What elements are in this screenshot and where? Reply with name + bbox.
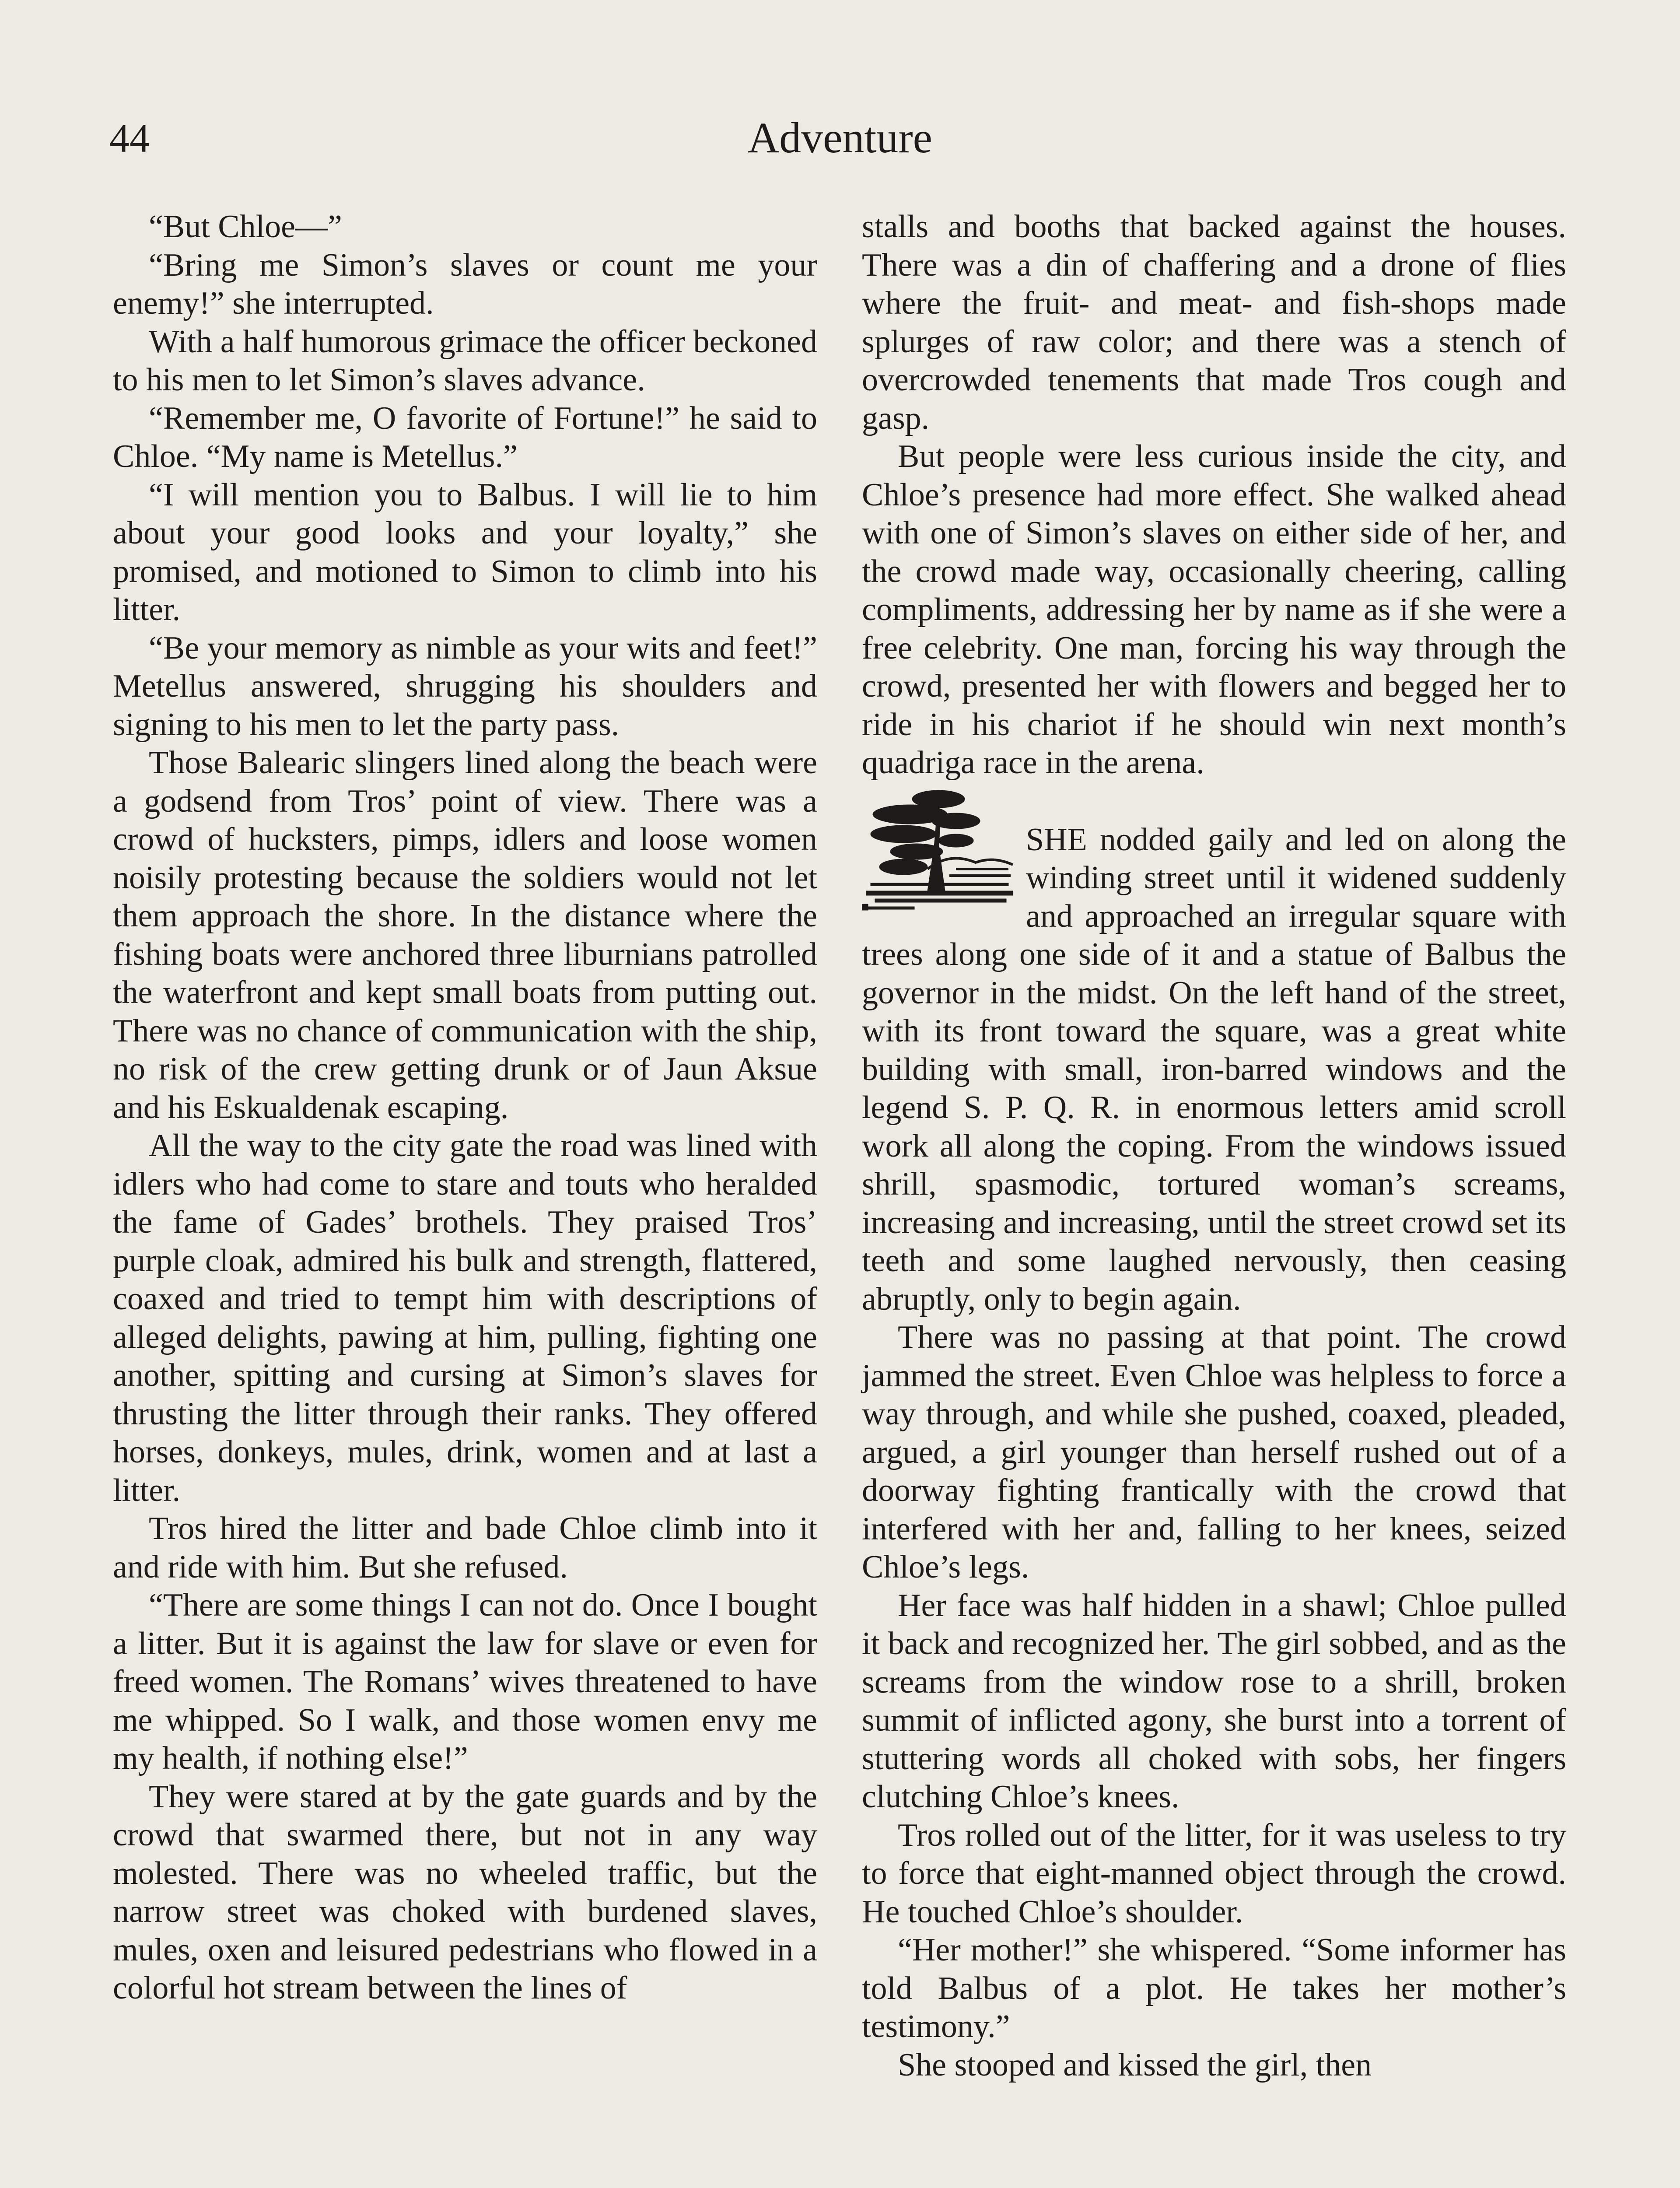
paragraph: “Remember me, O favorite of Fortune!” he said to Chloe. “My name is Metellus.” <box>113 400 817 474</box>
paragraph: stalls and booths that backed against the houses. There was a din of chaffering and a drone of flies where the fruit- and meat- and fish-shops made splurges of raw color; and there was a stench of overcrowded tenements that made Tros cough and gasp. <box>862 209 1566 436</box>
paragraph: SHE nodded gaily and led on along the winding street until it widened suddenly and approached an irregular square with trees along one side of it and a statue of Balbus the governor in the midst. On the left hand of the street, with its front toward the square, was a great white building with small, iron-barred windows and the legend S. P. Q. R. in enormous letters amid scroll work all along the coping. From the windows issued shrill, spasmodic, tortured woman’s screams, increasing and increasing, until the street crowd set its teeth and some laughed nervously, then ceasing abruptly, only to begin again. <box>862 821 1566 1317</box>
paragraph: Tros rolled out of the litter, for it was useless to try to force that eight-manned object through the crowd. He touched Chloe’s shoulder. <box>862 1817 1566 1930</box>
tree-landscape-vignette-icon <box>862 786 1017 913</box>
paragraph: “But Chloe—” <box>149 209 342 245</box>
paragraph: “Her mother!” she whispered. “Some informer has told Balbus of a plot. He takes her mother’s testimony.” <box>862 1932 1566 2044</box>
paragraph: But people were less curious inside the city, and Chloe’s presence had more effect. She walked ahead with one of Simon’s slaves on either side of her, and the crowd made way, occasionally cheering, calling compliments, addressing her by name as if she were a free celebrity. One man, forcing his way through the crowd, presented her with flowers and begged her to ride in his chariot if he should win next month’s quadriga race in the arena. <box>862 438 1566 781</box>
paragraph: They were stared at by the gate guards and by the crowd that swarmed there, but not in any way molested. There was no wheeled traffic, but the narrow street was choked with burdened slaves, mules, oxen and leisured pedestrians who flowed in a colorful hot stream between the lines of <box>113 1778 817 2006</box>
paragraph: “There are some things I can not do. Once I bought a litter. But it is against the law for slave or even for freed women. The Romans’ wives threatened to have me whipped. So I walk, and those women envy me my health, if nothing else!” <box>113 1587 817 1776</box>
paragraph: All the way to the city gate the road was lined with idlers who had come to stare and touts who heralded the fame of Gades’ brothels. They praised Tros’ purple cloak, admired his bulk and strength, flattered, coaxed and tried to tempt him with descriptions of alleged delights, pawing at him, pulling, fighting one another, spitting and cursing at Simon’s slaves for thrusting the litter through their ranks. They offered horses, donkeys, mules, drink, women and at last a litter. <box>113 1128 817 1508</box>
paragraph: “I will mention you to Balbus. I will lie to him about your good looks and your loyalty,” she promised, and motioned to Simon to climb into his litter. <box>113 477 817 628</box>
paragraph: Her face was half hidden in a shawl; Chloe pulled it back and recognized her. The girl sobbed, and as the screams from the window rose to a shrill, broken summit of inflicted agony, she burst into a torrent of stuttering words all choked with sobs, her fingers clutching Chloe’s knees. <box>862 1587 1566 1815</box>
paragraph: She stooped and kissed the girl, then <box>898 2047 1372 2083</box>
running-head-title: Adventure <box>747 113 933 162</box>
page-number: 44 <box>109 116 150 161</box>
paragraph: “Bring me Simon’s slaves or count me your enemy!” she interrupted. <box>113 247 817 321</box>
paragraph: There was no passing at that point. The crowd jammed the street. Even Chloe was helpless to force a way through, and while she pushed, coaxed, pleaded, argued, a girl younger than herself rushed out of a doorway fighting frantically with the crowd that interfered with her and, falling to her knees, seized Chloe’s legs. <box>862 1319 1566 1585</box>
paragraph: Those Balearic slingers lined along the beach were a godsend from Tros’ point of view. There was a crowd of hucksters, pimps, idlers and loose women noisily protesting because the soldiers would not let them approach the shore. In the distance where the fishing boats were anchored three liburnians patrolled the waterfront and kept small boats from putting out. There was no chance of communication with the ship, no risk of the crew getting drunk or of Jaun Aksue and his Eskualdenak escaping. <box>113 745 817 1126</box>
vignette-svg <box>862 786 1017 913</box>
paragraph: With a half humorous grimace the officer beckoned to his men to let Simon’s slaves advance. <box>113 323 817 398</box>
paragraph: “Be your memory as nimble as your wits and feet!” Metellus answered, shrugging his shoulders and signing to his men to let the party pass. <box>113 630 817 743</box>
left-column <box>113 208 817 2008</box>
paragraph: Tros hired the litter and bade Chloe climb into it and ride with him. But she refused. <box>113 1511 817 1585</box>
right-column <box>862 208 1566 2084</box>
